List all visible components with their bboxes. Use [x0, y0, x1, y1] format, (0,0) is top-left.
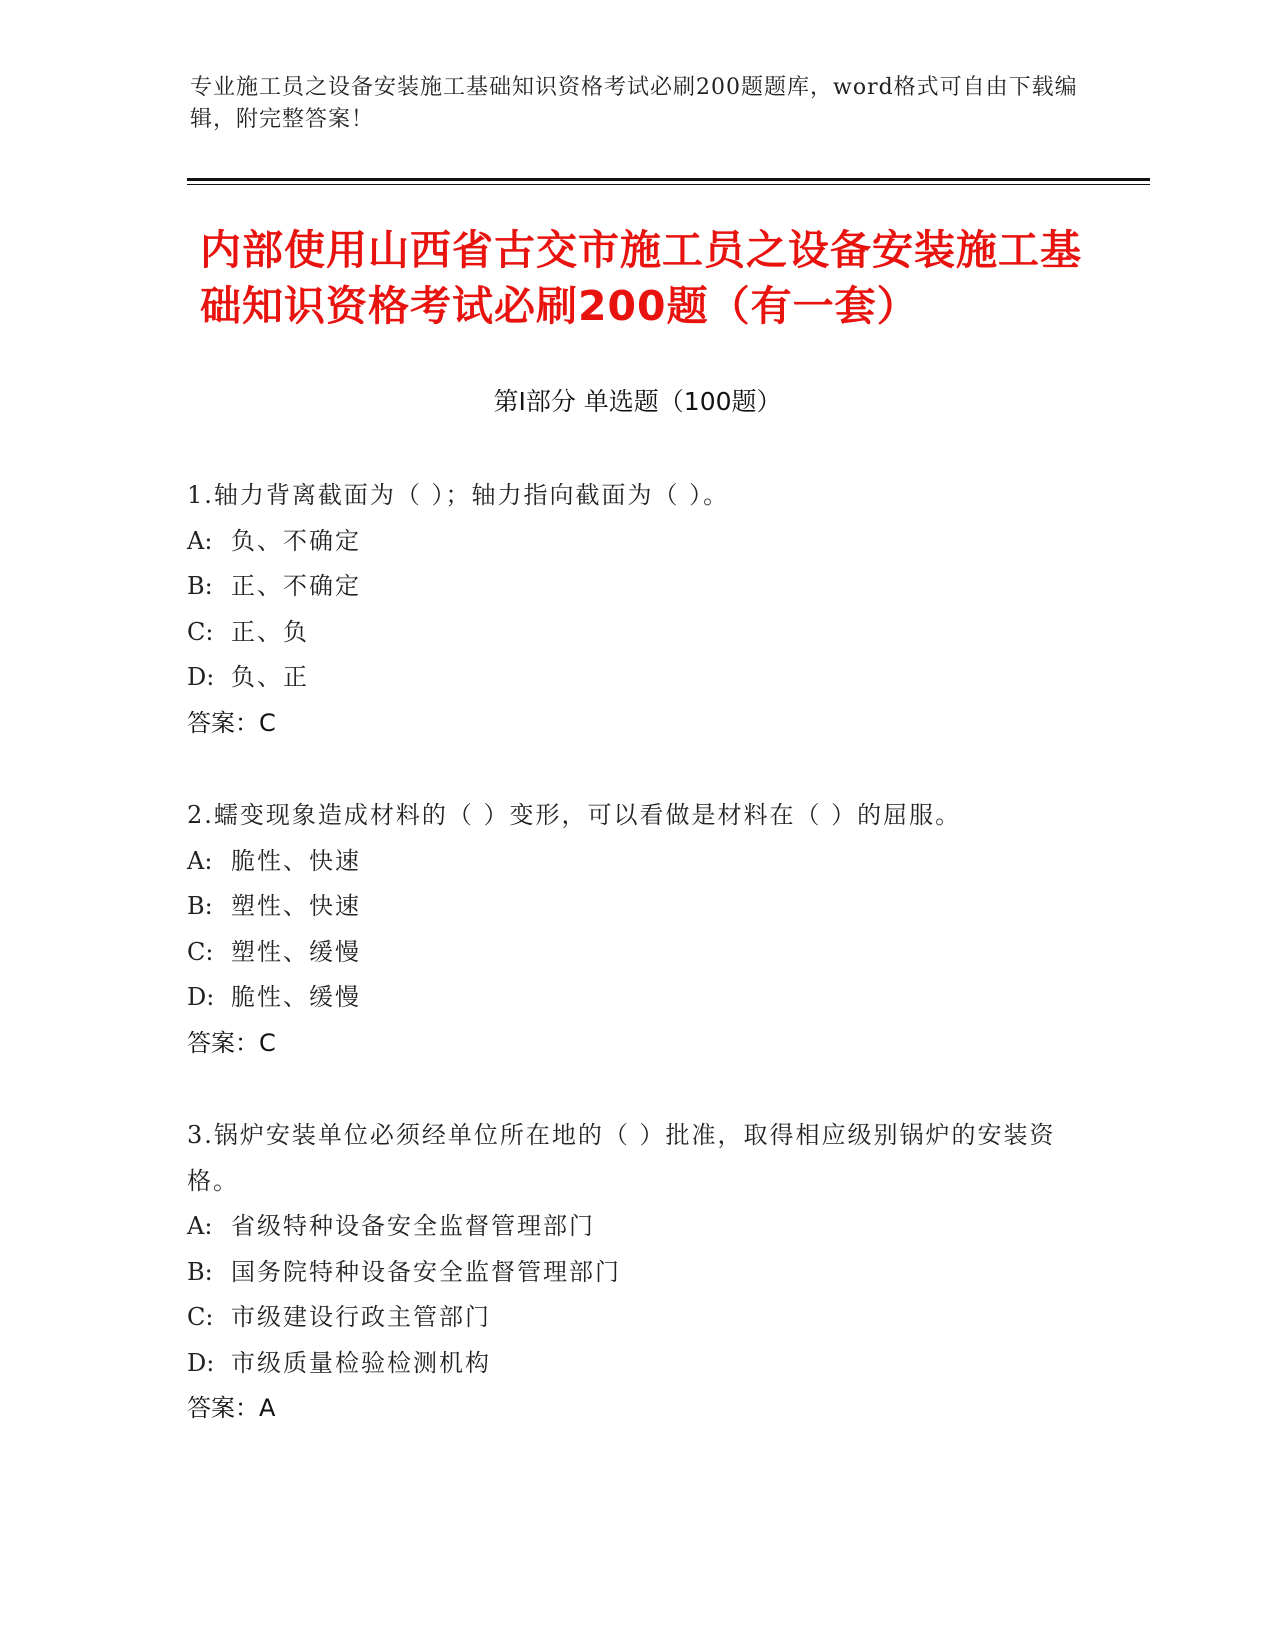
- option-text: 负、正: [231, 663, 309, 691]
- question-item: [187, 1113, 1087, 1432]
- question-option: [187, 884, 1087, 930]
- question-answer: 答案：C: [187, 708, 276, 737]
- option-text: 省级特种设备安全监督管理部门: [231, 1212, 595, 1240]
- option-letter: C:: [187, 617, 214, 646]
- question-option: [187, 1341, 1087, 1387]
- header-note: 专业施工员之设备安装施工基础知识资格考试必刷200题题库，word格式可自由下载编辑，附完整答案！: [190, 75, 1078, 132]
- header-rule-thin: [187, 184, 1150, 185]
- question-option: [187, 1295, 1087, 1341]
- option-letter: C:: [187, 937, 214, 966]
- question-item: [187, 793, 1087, 1066]
- question-stem: 2.蠕变现象造成材料的（ ）变形，可以看做是材料在（ ）的屈服。: [187, 801, 962, 829]
- question-option: [187, 1250, 1087, 1296]
- option-letter: B:: [187, 892, 213, 920]
- question-answer: 答案：C: [187, 1028, 276, 1057]
- question-option: [187, 930, 1087, 976]
- question-answer: 答案：A: [187, 1394, 276, 1422]
- option-letter: A:: [187, 1212, 213, 1240]
- question-option: [187, 655, 1087, 701]
- question-option: [187, 610, 1087, 656]
- question-option: [187, 519, 1087, 565]
- option-letter: B:: [187, 572, 213, 600]
- option-letter: D:: [187, 1348, 215, 1377]
- option-letter: D:: [187, 663, 215, 691]
- question-list: [187, 473, 1087, 1479]
- option-text: 市级质量检验检测机构: [231, 1348, 491, 1377]
- header-rule-thick: [187, 178, 1150, 181]
- option-letter: B:: [187, 1257, 213, 1286]
- question-option: [187, 564, 1087, 610]
- option-letter: A:: [187, 846, 213, 875]
- question-item: [187, 473, 1087, 746]
- option-text: 塑性、缓慢: [231, 937, 361, 966]
- question-option: [187, 975, 1087, 1021]
- option-letter: A:: [187, 526, 213, 555]
- section-title: 第Ⅰ部分 单选题（100题）: [493, 387, 782, 416]
- option-text: 市级建设行政主管部门: [231, 1303, 491, 1331]
- question-stem: 3.锅炉安装单位必须经单位所在地的（ ）批准，取得相应级别锅炉的安装资格。: [187, 1121, 1056, 1195]
- option-text: 负、不确定: [231, 526, 361, 555]
- option-text: 塑性、快速: [231, 892, 361, 920]
- option-text: 脆性、缓慢: [231, 983, 361, 1011]
- option-text: 正、不确定: [231, 572, 361, 600]
- option-letter: D:: [187, 983, 215, 1011]
- option-letter: C:: [187, 1303, 214, 1331]
- question-stem: 1.轴力背离截面为（ ）；轴力指向截面为（ ）。: [187, 481, 730, 509]
- option-text: 国务院特种设备安全监督管理部门: [231, 1257, 621, 1286]
- document-title: 内部使用山西省古交市施工员之设备安装施工基础知识资格考试必刷200题（有一套）: [200, 226, 1082, 330]
- question-option: [187, 839, 1087, 885]
- option-text: 正、负: [231, 617, 309, 646]
- question-option: [187, 1204, 1087, 1250]
- option-text: 脆性、快速: [231, 846, 361, 875]
